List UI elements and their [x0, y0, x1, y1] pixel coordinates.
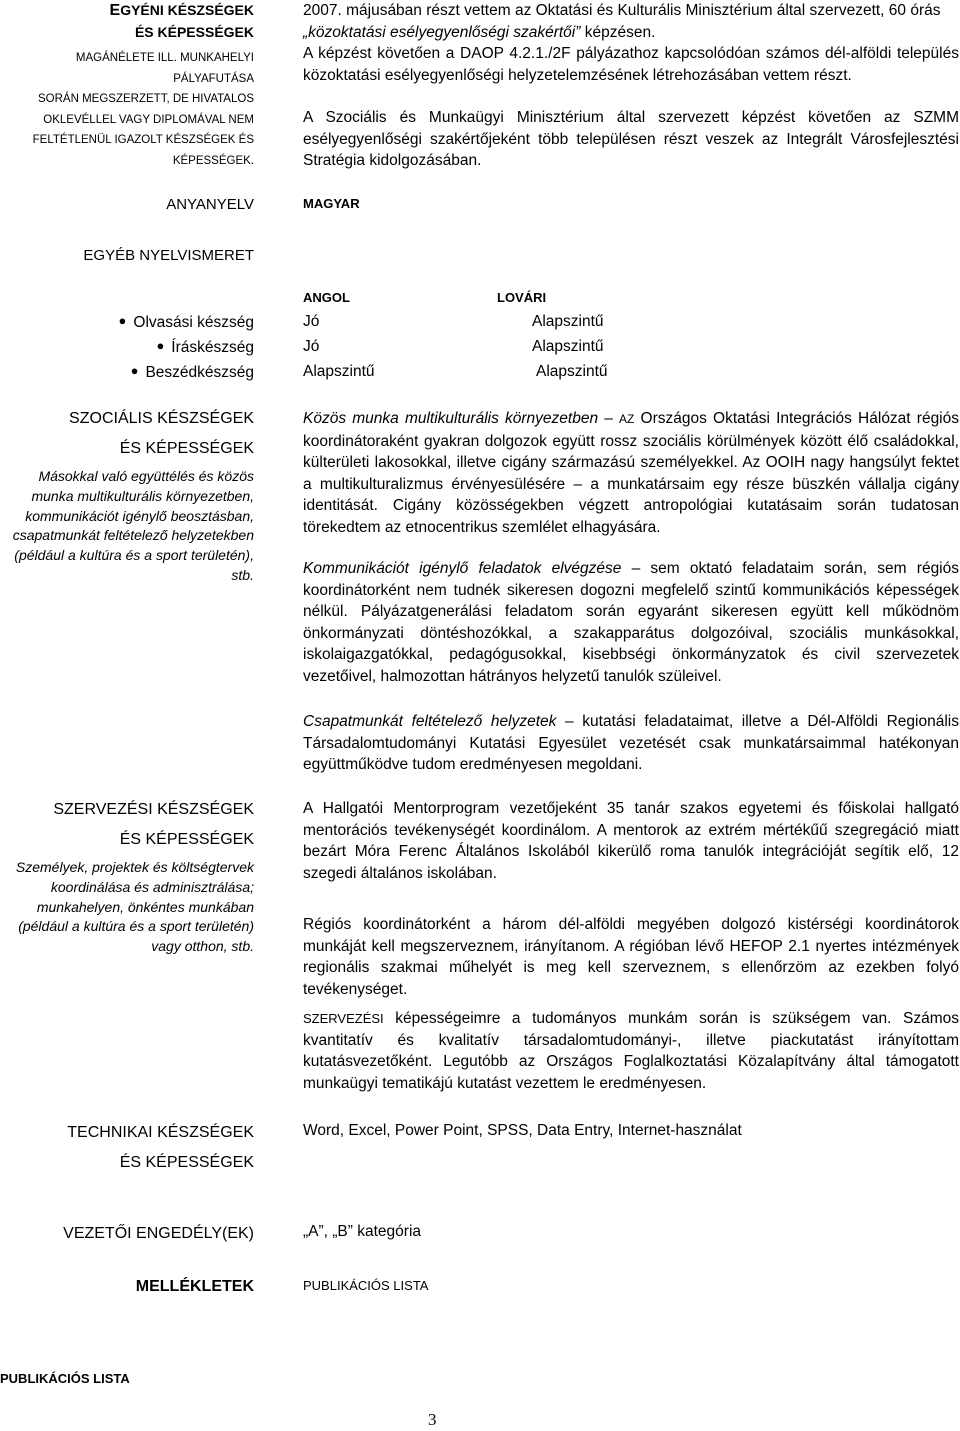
- social-paragraph-1: [303, 408, 959, 539]
- szervezesi-title-line2: ÉS KÉPESSÉGEK: [119, 831, 254, 848]
- egyeni-note-line: FELTÉTLENÜL IGAZOLT KÉSZSÉGEK ÉS: [32, 134, 254, 147]
- org-paragraph-3: [303, 1008, 959, 1094]
- technikai-title-line2: ÉS KÉPESSÉGEK: [119, 1154, 254, 1171]
- intro-line2-italic: „közoktatási esélyegyenlőségi szakértői”: [303, 23, 581, 41]
- social-p1-dash: –: [598, 410, 620, 427]
- szervezesi-note-line: munkahelyen, önkéntes munkában: [36, 898, 254, 915]
- lang-header-angol: ANGOL: [303, 290, 350, 305]
- egyeni-note-line: SORÁN MEGSZERZETT, DE HIVATALOS: [38, 93, 254, 106]
- intro-paragraph-2: A képzést követően a DAOP 4.2.1./2F pályázathoz kapcsolódóan számos dél-alföldi település közoktatási esélyegyenlőségi helyzetelemzésének létrehozásában vettem részt.: [303, 45, 959, 84]
- egyeni-note-line: MAGÁNÉLETE ILL. MUNKAHELYI PÁLYAFUTÁSA: [75, 52, 254, 85]
- egyeni-note: [0, 48, 254, 172]
- szocialis-note-line: stb.: [231, 566, 254, 583]
- social-p3-italic: Csapatmunkát feltételező helyzetek: [303, 713, 557, 730]
- lang-olvasasi-angol: Jó: [303, 313, 320, 330]
- mellekletek-label: MELLÉKLETEK: [135, 1278, 254, 1295]
- intro-line2: [303, 22, 959, 44]
- tech-value: Word, Excel, Power Point, SPSS, Data Entry, Internet-használat: [303, 1122, 742, 1139]
- page-number: 3: [428, 1410, 437, 1429]
- social-paragraph-2: [303, 558, 959, 688]
- org-paragraph-1: A Hallgatói Mentorprogram vezetőjeként 35 tanár szakos egyetemi és főiskolai hallgató mentorációs tevékenységét koordinálom. A mentorok az extrém mértékűű szegregáció miatt bezárt Móra Ferenc Általános Iskolából kikerülő roma tanulók integrációját segítik elő, 12 szegedi általános iskolában.: [303, 800, 959, 882]
- lang-beszed-lovari: Alapszintű: [536, 363, 608, 380]
- anyanyelv-value: MAGYAR: [303, 196, 360, 211]
- intro-paragraph-3: A Szociális és Munkaügyi Minisztérium által szervezett képzést követően az SZMM esélyegyenlőségi szakértőjeként több településen részt veszek az Integrált Városfejlesztési Stratégia kidolgozásában.: [303, 109, 959, 170]
- lang-beszed-angol: Alapszintű: [303, 363, 375, 380]
- org-p3-rest: képességeimre a tudományos munkám során is szükségem van. Számos kvantitatív és kvalitatív társadalomtudományi-, illetve piackutatást irányítottam kutatásvezetőként. Legutóbb az Országos Foglalkoztatási Közalapítvány által támogatott munkaügyi tematikájú kutatást vezettem le eredményesen.: [303, 1010, 959, 1092]
- lang-header-lovari: LOVÁRI: [497, 290, 547, 305]
- egyeni-note-line: OKLEVÉLLEL VAGY DIPLOMÁVAL NEM: [43, 113, 254, 126]
- szervezesi-note: [16, 858, 254, 957]
- egyeni-title-rest: GYÉNI KÉSZSÉGEK: [120, 2, 254, 18]
- technikai-title: TECHNIKAI KÉSZSÉGEK: [67, 1124, 254, 1141]
- olvasasi-text: Olvasási készség: [133, 314, 254, 331]
- egyeni-note-line: KÉPESSÉGEK.: [172, 154, 254, 167]
- anyanyelv-label: ANYANYELV: [166, 196, 254, 213]
- iras-text: Íráskészség: [171, 339, 254, 356]
- intro-line1: 2007. májusában részt vettem az Oktatási és Kulturális Minisztérium által szervezett, 60 órás: [303, 2, 941, 19]
- szocialis-note-line: munka multikulturális környezetben,: [31, 487, 254, 504]
- org-paragraph-2: Régiós koordinátorként a három dél-alföldi megyében dolgozó kistérségi koordinátorok munkáját kell megszerveznem, irányítanom. A régióban lévő HEFOP 2.1 nyertes intézmények regionális szakmai műhelyét is meg kell szerveznem, s ellenőrzöm az ezekben folyó tevékenységet.: [303, 916, 959, 998]
- social-p1-rest: Országos Oktatási Integrációs Hálózat régiós koordinátoraként gyakran dolgozok együtt rossz szociális körülmények között élő családokkal, külterületi lakosokkal, illetve cigány származású személyekkel. Az OOIH nagy hangsúlyt fektet a multikulturalizmus érvényesülésére – a munkatársaim egy része büszkén vállalja cigány identitását. Cigány közösségekben végzett antropológiai kutatásaim során tudatosan törekedtem az etnocentrikus szemlélet elhagyására.: [303, 410, 960, 536]
- szocialis-title: SZOCIÁLIS KÉSZSÉGEK: [69, 410, 254, 427]
- beszed-label: ● Beszédkészség: [130, 363, 254, 381]
- social-p3-rest: – kutatási feladataimat, illetve a Dél-Alföldi Regionális Társadalomtudományi Kutatási Egyesület vezetését csak munkatársaimmal hatékonyan együttműködve tudom eredményesen megoldani.: [303, 713, 959, 774]
- szervezesi-note-line: koordinálása és adminisztrálása;: [50, 878, 254, 895]
- egyeni-title-line2: ÉS KÉPESSÉGEK: [134, 24, 254, 40]
- szocialis-title-line2: ÉS KÉPESSÉGEK: [119, 440, 254, 457]
- org-p3-caps: SZERVEZÉSI: [303, 1011, 384, 1026]
- szocialis-note-line: csapatmunkát feltételező helyzetekben: [12, 527, 254, 544]
- szervezesi-note-line: (például a kultúra és a sport területén): [18, 918, 254, 935]
- lang-olvasasi-lovari: Alapszintű: [532, 313, 604, 330]
- beszed-text: Beszédkészség: [145, 364, 254, 381]
- social-p2-rest: – sem oktató feladataim során, sem régiós koordinátorként nem tudnék sikeresen dogozni megfelelő szintű kommunikációs képességek nélkül. Pályázatgenerálási feladatom során egyaránt sikeresen együtt kell működnöm önkormányzati döntéshozókkal, a szakapparátus dolgozóival, szociális munkásokkal, iskolaigazgatókkal, pedagógusokkal, kisebbségi önkormányzatok és civil szervezetek vezetőivel, halmozottan hátrányos helyzetű tanulók szüleivel.: [303, 560, 959, 685]
- szervezesi-note-line: Személyek, projektek és költségtervek: [15, 859, 254, 875]
- szocialis-note-line: kommunikációt igénylő beosztásban,: [25, 507, 254, 524]
- egyeni-title-first: E: [109, 2, 121, 19]
- olvasasi-label: ● Olvasási készség: [118, 313, 254, 331]
- szocialis-note-line: (például a kultúra és a sport területén),: [14, 547, 254, 564]
- vezetoi-engedely-label: VEZETŐI ENGEDÉLY(EK): [63, 1225, 254, 1242]
- egyeni-title: [110, 2, 254, 20]
- social-paragraph-3: [303, 711, 959, 776]
- szervezesi-note-line: vagy otthon, stb.: [151, 938, 254, 955]
- iras-label: ● Íráskészség: [156, 338, 254, 356]
- social-p2-italic: Kommunikációt igénylő feladatok elvégzése: [303, 560, 622, 577]
- szervezesi-title: SZERVEZÉSI KÉSZSÉGEK: [53, 801, 254, 818]
- szocialis-note-line: Másokkal való együttélés és közös: [38, 468, 254, 484]
- egyeb-nyelv-label: EGYÉB NYELVISMERET: [83, 247, 254, 264]
- license-value: „A”, „B” kategória: [303, 1223, 422, 1240]
- mellekletek-value: PUBLIKÁCIÓS LISTA: [303, 1278, 429, 1293]
- intro-line2-rest: képzésen.: [580, 23, 656, 41]
- social-p1-az: AZ: [619, 412, 635, 426]
- intro-paragraph-1: [303, 0, 959, 86]
- lang-iras-angol: Jó: [303, 338, 320, 355]
- publication-list-heading: PUBLIKÁCIÓS LISTA: [0, 1371, 130, 1386]
- szocialis-note: [13, 467, 254, 586]
- social-p1-italic: Közös munka multikulturális környezetben: [303, 410, 599, 427]
- lang-iras-lovari: Alapszintű: [532, 338, 604, 355]
